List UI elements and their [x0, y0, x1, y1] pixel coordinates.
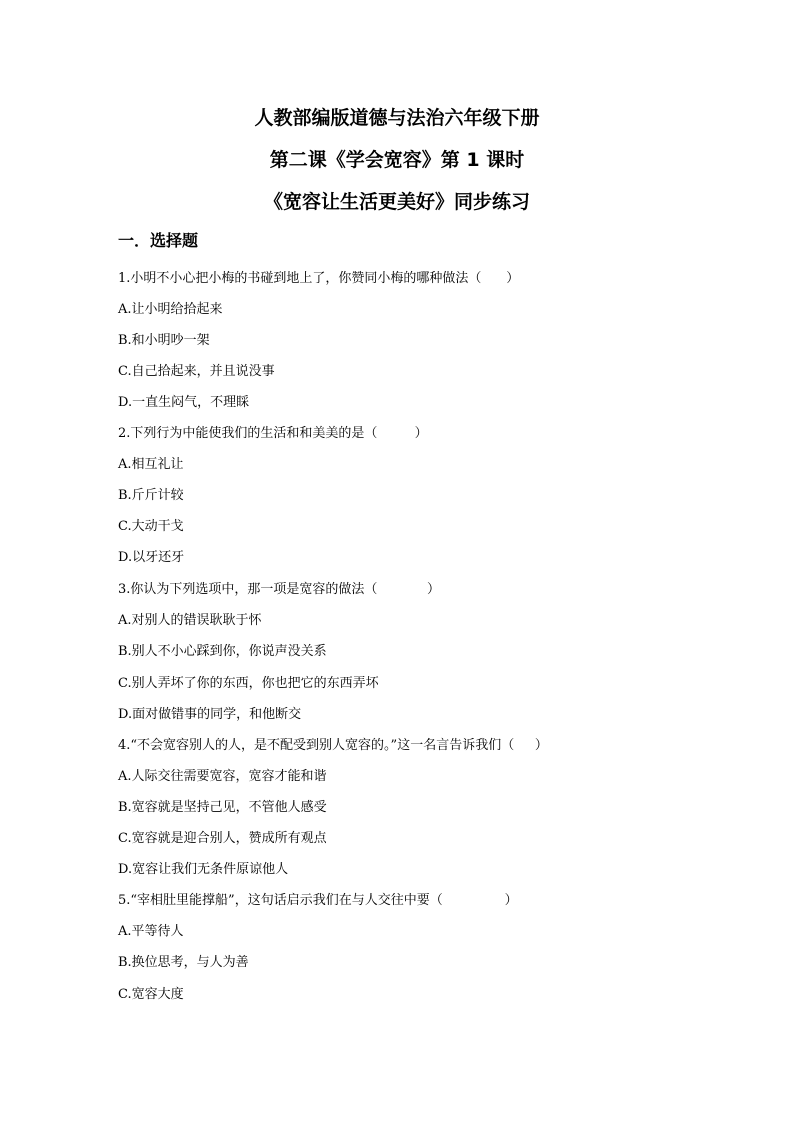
question-3-option-c: C.别人弄坏了你的东西，你也把它的东西弄坏	[118, 676, 379, 691]
question-3-option-b: B.别人不小心踩到你，你说声没关系	[118, 644, 327, 659]
question-1-option-b: B.和小明吵一架	[118, 333, 210, 348]
question-1-stem: 1.小明不小心把小梅的书碰到地上了，你赞同小梅的哪种做法（ ）	[118, 271, 520, 286]
question-2-option-a: A.相互礼让	[118, 457, 184, 472]
question-3-option-d: D.面对做错事的同学，和他断交	[118, 707, 302, 722]
question-1-option-c: C.自己拾起来，并且说没事	[118, 364, 275, 379]
question-5-stem: 5.“宰相肚里能撑船”，这句话启示我们在与人交往中要（ ）	[118, 893, 518, 908]
question-5-option-b: B.换位思考，与人为善	[118, 955, 249, 970]
question-4-option-c: C.宽容就是迎合别人，赞成所有观点	[118, 831, 327, 846]
question-2-option-c: C.大动干戈	[118, 519, 184, 534]
document-title: 人教部编版道德与法治六年级下册	[254, 107, 540, 129]
question-4-option-a: A.人际交往需要宽容，宽容才能和谐	[118, 769, 327, 784]
question-5-option-c: C.宽容大度	[118, 987, 184, 1002]
question-2-option-b: B.斤斤计较	[118, 488, 184, 503]
section-heading: 一．选择题	[118, 231, 199, 250]
question-3-option-a: A.对别人的错误耿耿于怀	[118, 613, 262, 628]
question-4-stem: 4.“不会宽容别人的人，是不配受到别人宽容的。”这一名言告诉我们（ ）	[118, 738, 548, 753]
question-5-option-a: A.平等待人	[118, 924, 184, 939]
lesson-title: 第二课《学会宽容》第 1 课时	[269, 149, 525, 171]
exercise-title: 《宽容让生活更美好》同步练习	[263, 191, 530, 213]
question-2-option-d: D.以牙还牙	[118, 550, 185, 565]
question-4-option-b: B.宽容就是坚持己见，不管他人感受	[118, 800, 327, 815]
question-1-option-d: D.一直生闷气，不理睬	[118, 395, 250, 410]
question-3-stem: 3.你认为下列选项中，那一项是宽容的做法（ ）	[118, 582, 440, 597]
question-1-option-a: A.让小明给拾起来	[118, 302, 223, 317]
question-2-stem: 2.下列行为中能使我们的生活和和美美的是（ ）	[118, 426, 428, 441]
question-4-option-d: D.宽容让我们无条件原谅他人	[118, 862, 289, 877]
